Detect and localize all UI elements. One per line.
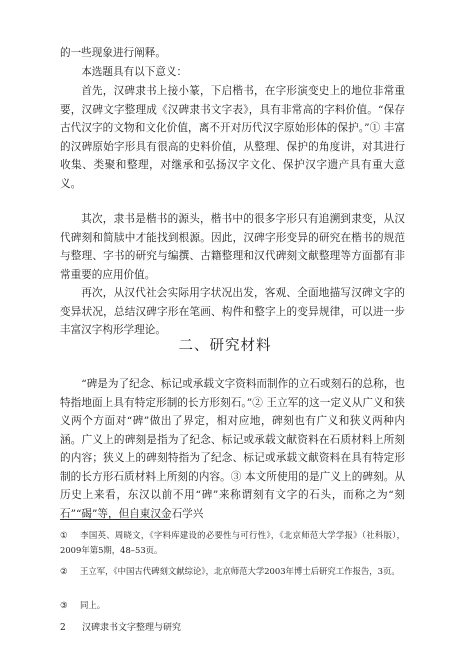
page-number: 2 [60, 623, 66, 633]
footnote-2 [60, 564, 405, 579]
footnote-mark: ③ [60, 600, 68, 610]
page-footer [60, 622, 181, 634]
footnote-mark: ① [60, 530, 68, 540]
footnote-text: 王立军，《中国古代碑刻文献综论》，北京师范大学2003年博士后研究工作报告，3页。 [80, 566, 400, 576]
section-heading: 二、研究材料 [178, 338, 272, 354]
footnote-mark: ② [60, 566, 68, 576]
footnote-text: 李国英、周晓文，《字料库建设的必要性与可行性》，《北京师范大学学报》（社科版），2009年第5期，48–53页。 [60, 530, 405, 555]
paragraph-significance-intro: 本选题具有以下意义： [81, 66, 188, 78]
footnote-1 [60, 528, 405, 558]
footnote-divider [60, 519, 170, 520]
paragraph-first-point: 首先，汉碑隶书上接小篆，下启楷书，在字形演变史上的地位非常重要，汉碑文字整理成《汉碑隶书文字表》，具有非常高的字料价值。“保存古代汉字的文物和文化价值，离不开对历代汉字原始形体的保护。”① 丰富的汉碑原始字形具有很高的史料价值，从整理、保护的角度讲，对其进行收集、类聚和整理，对继承和弘扬汉字文化、保护汉字遗产具有重大意义。 [60, 85, 405, 190]
paragraph-second-point: 其次，隶书是楷书的源头，楷书中的很多字形只有追溯到隶变，从汉代碑刻和简牍中才能找到根源。因此，汉碑字形变异的研究在楷书的规范与整理、字书的研究与编撰、古籍整理和汉代碑刻文献整理等方面都有非常重要的应用价值。 [60, 213, 405, 281]
paragraph-third-point: 再次，从汉代社会实际用字状况出发，客观、全面地描写汉碑文字的变异状况，总结汉碑字形在笔画、构件和整字上的变异规律，可以进一步丰富汉字构形学理论。 [60, 287, 405, 336]
footnote-text: 同上。 [80, 600, 106, 610]
paragraph-continuation: 的一些现象进行阐释。 [60, 47, 166, 59]
footnote-3 [60, 598, 405, 613]
running-title: 汉碑隶书文字整理与研究 [82, 623, 182, 633]
paragraph-stele-definition: “碑是为了纪念、标记或承载文字资料而制作的立石或刻石的总称，也特指地面上具有特定形制的长方形刻石。”② 王立军的这一定义从广义和狭义两个方面对“碑”做出了界定，相对应地，碑刻也有广义和狭义两种内涵。广义上的碑刻是指为了纪念、标记或承载文献资料在石质材料上所刻的内容；狭义上的碑刻特指为了纪念、标记或承载文献资料在具有特定形制的长方形石质材料上所刻的内容。③ 本文所使用的是广义上的碑刻。从历史上来看，东汉以前不用“碑”来称谓刻有文字的石头，而称之为“刻石”“碣”等，但自東汉金石学兴 [60, 378, 405, 520]
